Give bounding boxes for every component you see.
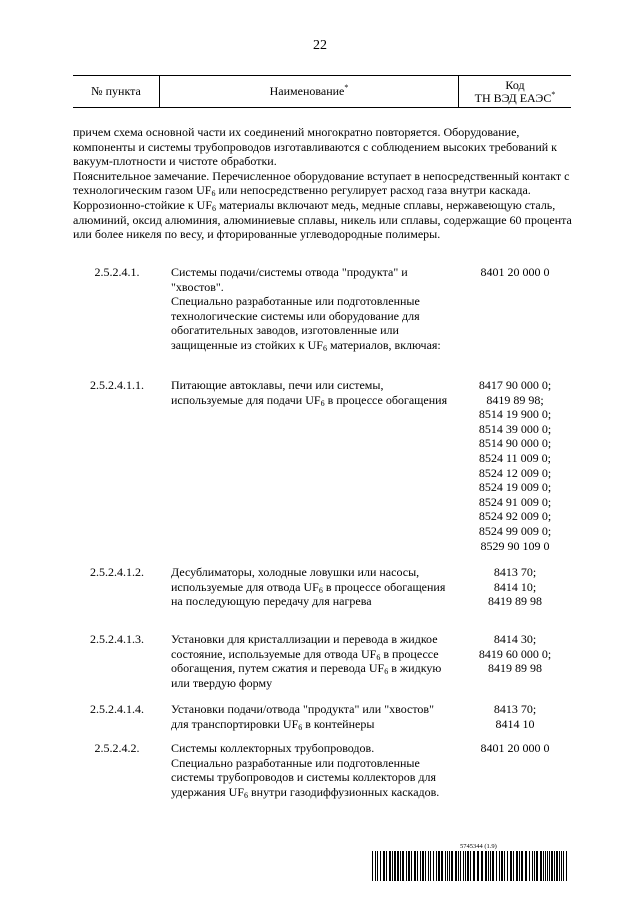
item-number: 2.5.2.4.1.2. <box>90 565 144 579</box>
intro-text <box>73 125 573 242</box>
item-codes <box>459 702 571 731</box>
item-number: 2.5.2.4.1.1. <box>90 378 144 392</box>
item-code: 8524 19 009 0; <box>478 480 552 495</box>
item-name: Десублиматоры, холодные ловушки или насосы, используемые для отвода $UF_6$ в процессе обогащения на последующую передачу для нагрева <box>171 565 446 609</box>
header-item-code: Код ТН ВЭД ЕАЭС* <box>459 76 572 108</box>
item-code: 8413 70; <box>493 702 537 716</box>
item-code: 8414 30; <box>493 632 537 646</box>
item-number: 2.5.2.4.2. <box>94 741 140 755</box>
item-code: 8419 89 98 <box>488 661 542 676</box>
item-code: 8524 92 009 0; <box>478 509 552 524</box>
item-codes <box>459 378 571 553</box>
header-item-name: Наименование* <box>160 76 459 108</box>
item-code: 8514 90 000 0; <box>478 436 552 451</box>
barcode <box>372 843 570 883</box>
item-code: 8413 70; <box>493 565 537 579</box>
item-code: 8414 10; <box>493 579 537 594</box>
item-codes <box>459 565 571 609</box>
item-code: 8514 19 900 0; <box>478 407 552 422</box>
item-code: 8529 90 109 0 <box>480 538 550 553</box>
item-code: 8524 99 009 0; <box>478 523 552 538</box>
item-number: 2.5.2.4.1.3. <box>90 632 144 646</box>
item-code: 8414 10 <box>495 716 535 731</box>
header-item-number: № пункта <box>73 76 160 108</box>
item-name: Системы подачи/системы отвода "продукта" и "хвостов". Специально разработанные или подготовленные технологические системы или оборудование для обогатительных заводов, изготовленные или защищенные из стойких к $UF_6$ материалов, включая: <box>171 265 441 353</box>
item-name: Установки подачи/отвода "продукта" или "хвостов" для транспортировки $UF_6$ в контейнеры <box>171 702 434 732</box>
item-code: 8514 39 000 0; <box>478 421 552 436</box>
item-name: Системы коллекторных трубопроводов. Специально разработанные или подготовленные системы трубопроводов и системы коллекторов для удержания $UF_6$ внутри газодиффузионных каскадов. <box>171 741 440 800</box>
barcode-text: 5745344 (1.9) <box>460 843 497 850</box>
page-number: 22 <box>313 38 327 53</box>
item-code: 8419 89 98; <box>486 392 544 407</box>
explanatory-note: Пояснительное замечание. Перечисленное оборудование вступает в непосредственный контакт с технологическим газом $UF_6$ или непосредственно регулирует расход газа внутри каскада. Коррозионно-стойкие к $UF_6$ материалы включают медь, медные сплавы, нержавеющую сталь, алюминий, оксид алюминия, алюминиевые сплавы, никель или сплавы, содержащие 60 процента или более никеля по весу, и фторированные углеводородные полимеры. <box>73 168 572 242</box>
item-code: 8401 20 000 0 <box>480 741 550 755</box>
item-codes <box>459 265 571 280</box>
item-codes <box>459 741 571 756</box>
item-name: Питающие автоклавы, печи или системы, используемые для подачи $UF_6$ в процессе обогащения <box>171 378 448 408</box>
item-code: 8524 91 009 0; <box>478 494 552 509</box>
item-code: 8419 60 000 0; <box>478 646 552 661</box>
table-header <box>73 75 571 108</box>
item-code: 8419 89 98 <box>488 594 542 609</box>
item-number: 2.5.2.4.1. <box>94 265 140 279</box>
intro-paragraph: причем схема основной части их соединений многократно повторяется. Оборудование, компоненты и системы трубопроводов изготавливаются с соблюдением высоких требований к вакуум-плотности и чистоте обработки. <box>73 125 558 169</box>
item-codes <box>459 632 571 676</box>
item-number: 2.5.2.4.1.4. <box>90 702 144 716</box>
barcode-icon <box>372 851 570 881</box>
item-code: 8524 11 009 0; <box>479 450 551 465</box>
item-name: Установки для кристаллизации и перевода в жидкое состояние, используемые для отвода $UF_6$ в процессе обогащения, путем сжатия и перевода $UF_6$ в жидкую или твердую форму <box>171 632 442 690</box>
item-code: 8401 20 000 0 <box>480 265 550 279</box>
item-code: 8524 12 009 0; <box>478 465 552 480</box>
item-code: 8417 90 000 0; <box>478 378 552 392</box>
